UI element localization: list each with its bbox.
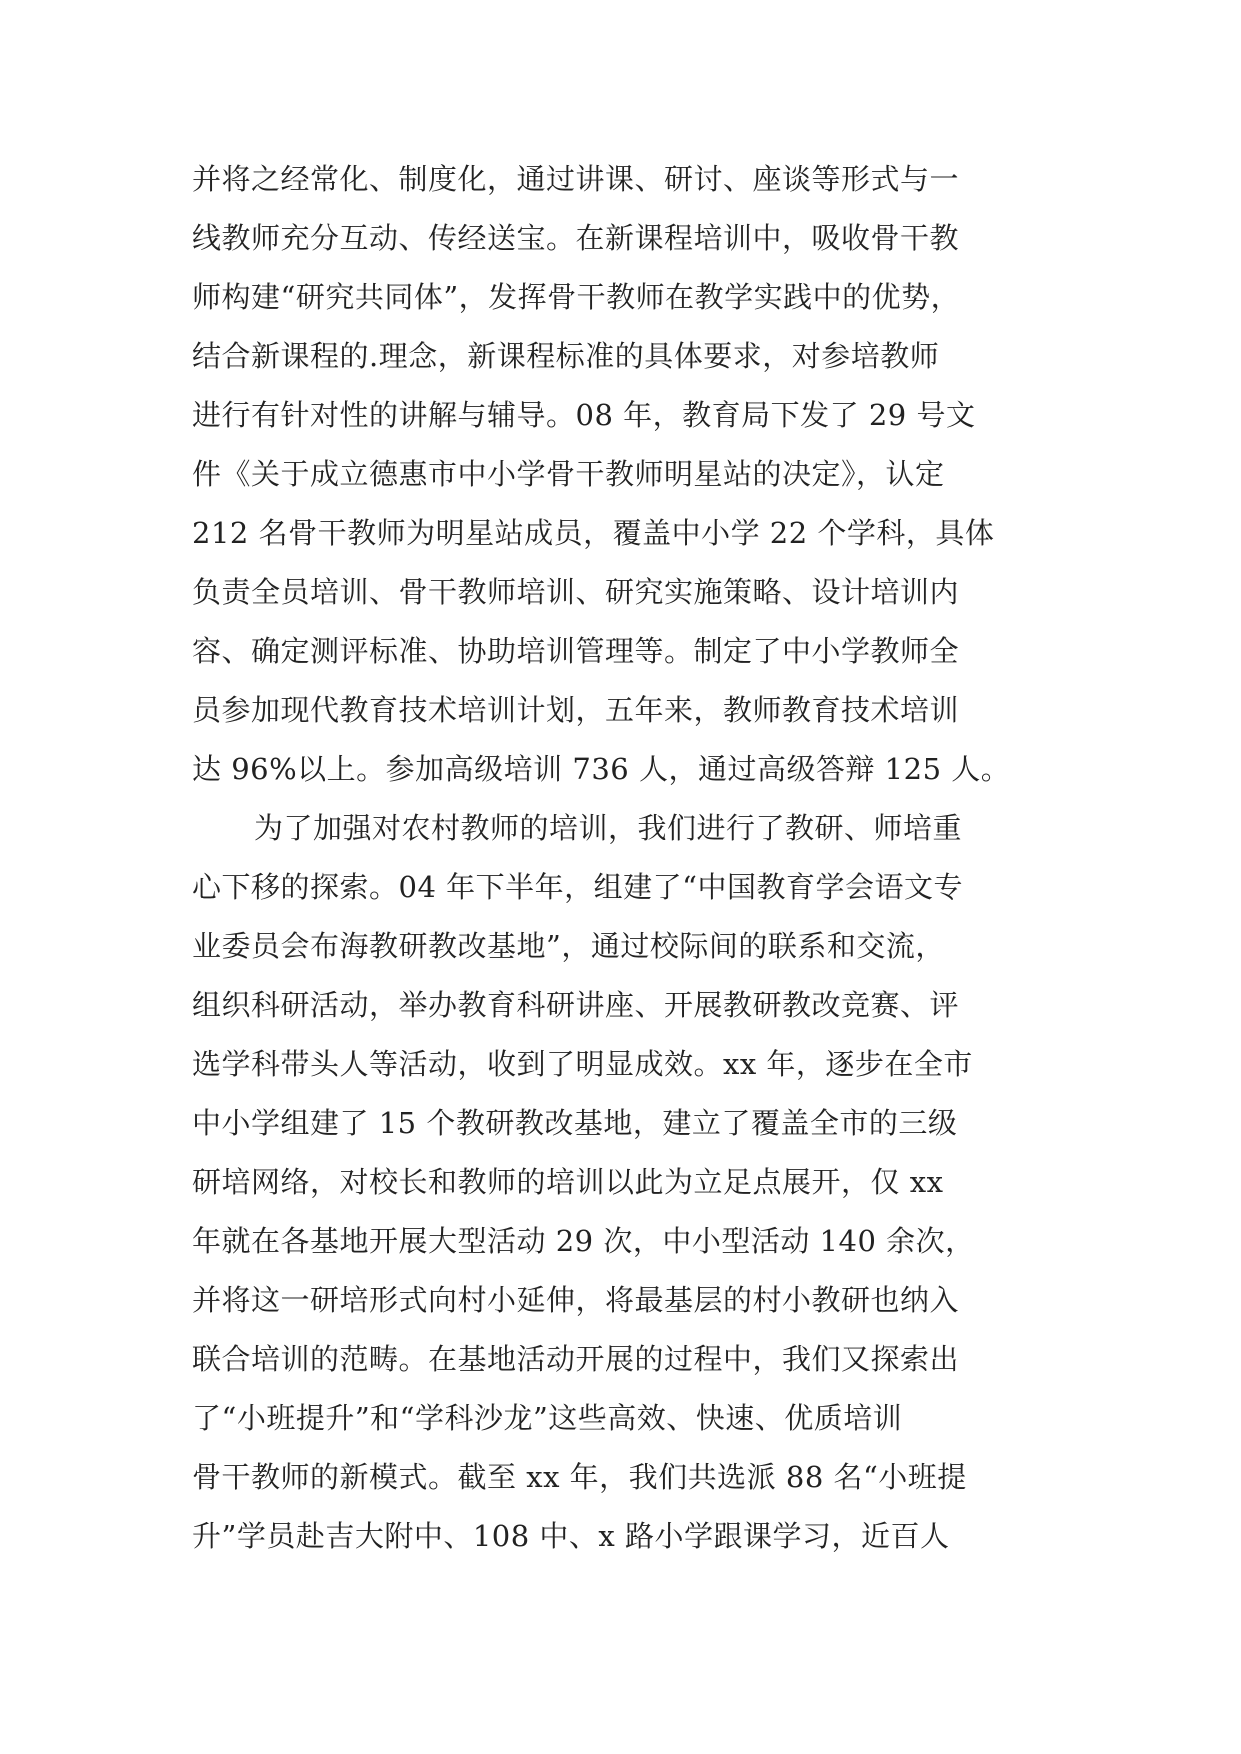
text-line: 业委员会布海教研教改基地”，通过校际间的联系和交流，: [192, 929, 945, 963]
text-line: 联合培训的范畴。在基地活动开展的过程中，我们又探索出: [192, 1342, 960, 1376]
text-line: 负责全员培训、骨干教师培训、研究实施策略、设计培训内: [192, 575, 960, 609]
paragraph-2: [192, 799, 1092, 1566]
text-line: 升”学员赴吉大附中、108 中、x 路小学跟课学习，近百人: [192, 1519, 950, 1553]
text-line: 骨干教师的新模式。截至 xx 年，我们共选派 88 名“小班提: [192, 1460, 967, 1494]
text-line: 达 96%以上。参加高级培训 736 人，通过高级答辩 125 人。: [192, 752, 1011, 786]
text-line: 员参加现代教育技术培训计划，五年来，教师教育技术培训: [192, 693, 960, 727]
text-line: 了“小班提升”和“学科沙龙”这些高效、快速、优质培训: [192, 1401, 903, 1435]
text-line: 中小学组建了 15 个教研教改基地，建立了覆盖全市的三级: [192, 1106, 958, 1140]
text-line: 结合新课程的.理念，新课程标准的具体要求，对参培教师: [192, 339, 940, 373]
text-line: 件《关于成立德惠市中小学骨干教师明星站的决定》，认定: [192, 457, 945, 491]
text-line: 选学科带头人等活动，收到了明显成效。xx 年，逐步在全市: [192, 1047, 973, 1081]
paragraph-1: [192, 150, 1092, 799]
text-line: 师构建“研究共同体”，发挥骨干教师在教学实践中的优势，: [192, 280, 961, 314]
document-body: [192, 150, 1092, 1566]
text-line: 进行有针对性的讲解与辅导。08 年，教育局下发了 29 号文: [192, 398, 976, 432]
text-line: 并将之经常化、制度化，通过讲课、研讨、座谈等形式与一: [192, 162, 960, 196]
text-line: 容、确定测评标准、协助培训管理等。制定了中小学教师全: [192, 634, 960, 668]
text-line: 为了加强对农村教师的培训，我们进行了教研、师培重: [254, 811, 963, 845]
text-line: 组织科研活动，举办教育科研讲座、开展教研教改竞赛、评: [192, 988, 960, 1022]
text-line: 年就在各基地开展大型活动 29 次，中小型活动 140 余次，: [192, 1224, 975, 1258]
text-line: 研培网络，对校长和教师的培训以此为立足点展开，仅 xx: [192, 1165, 944, 1199]
text-line: 并将这一研培形式向村小延伸，将最基层的村小教研也纳入: [192, 1283, 960, 1317]
text-line: 212 名骨干教师为明星站成员，覆盖中小学 22 个学科，具体: [192, 516, 995, 550]
text-line: 心下移的探索。04 年下半年，组建了“中国教育学会语文专: [192, 870, 963, 904]
text-line: 线教师充分互动、传经送宝。在新课程培训中，吸收骨干教: [192, 221, 960, 255]
